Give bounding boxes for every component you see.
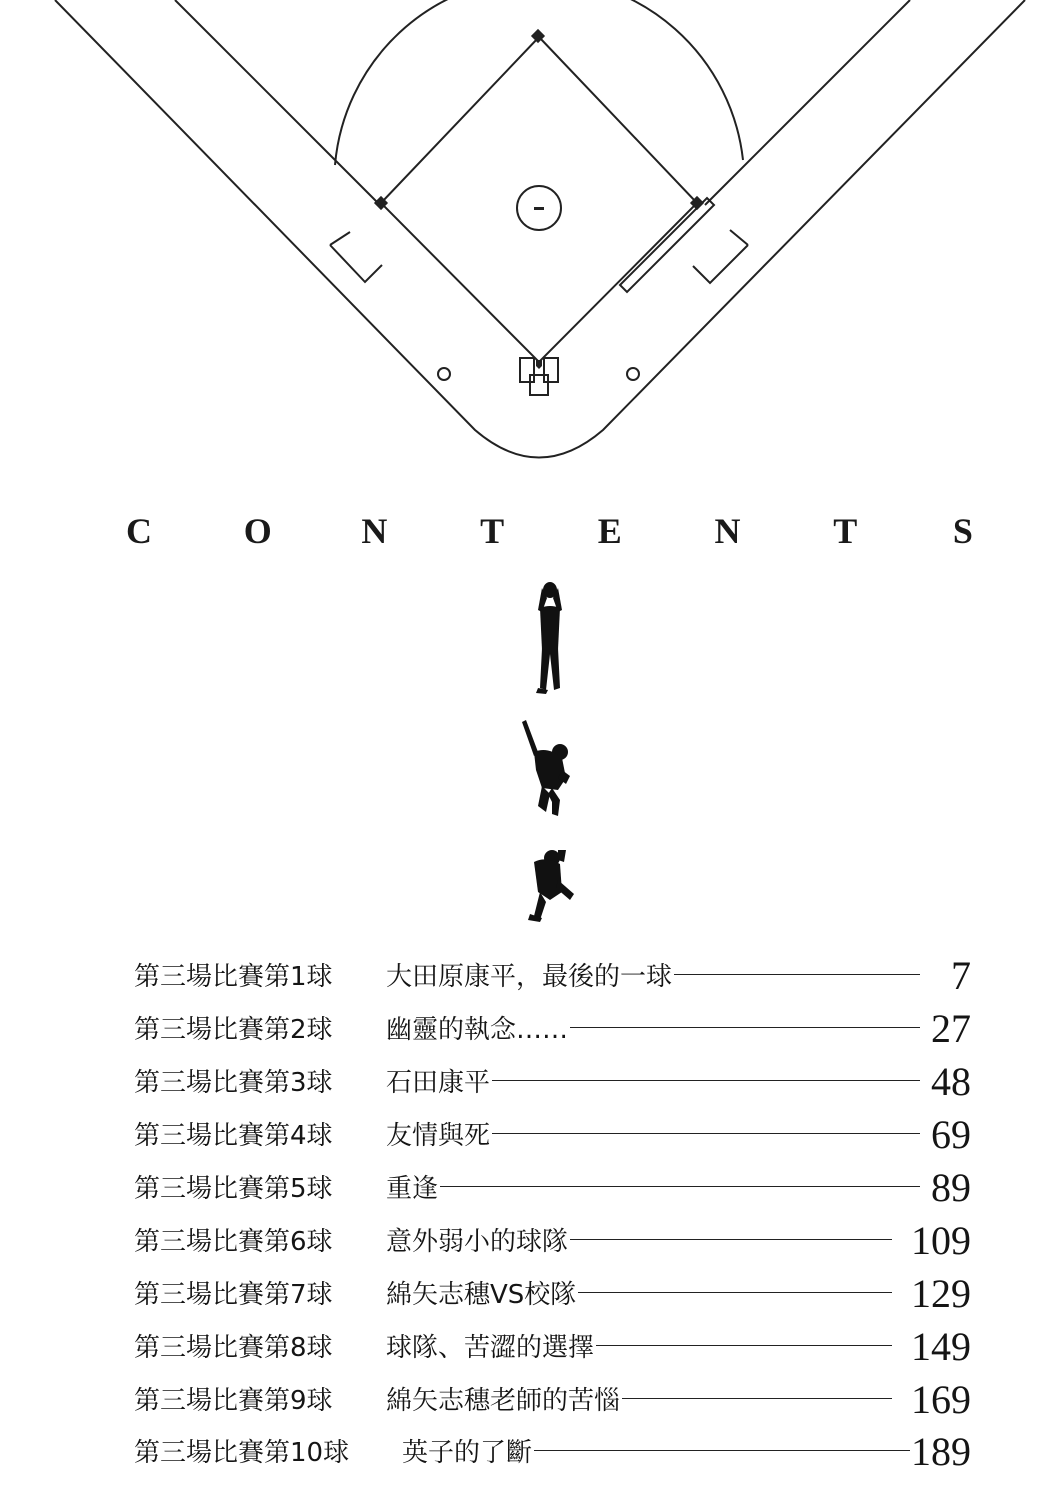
toc-chapter-number: 第三場比賽第7球 bbox=[134, 1280, 333, 1310]
toc-leader-line bbox=[570, 1027, 920, 1028]
heading-letter: N bbox=[361, 511, 388, 551]
toc-chapter-title: 英子的了斷 bbox=[402, 1438, 533, 1468]
toc-page-number: 27 bbox=[931, 1006, 971, 1051]
toc-page-number: 129 bbox=[911, 1271, 971, 1316]
diamond bbox=[381, 37, 697, 362]
toc-entry[interactable] bbox=[0, 1426, 1039, 1478]
toc-chapter-title: 石田康平 bbox=[386, 1068, 491, 1098]
toc-leader-line bbox=[596, 1345, 892, 1346]
batter-box-right bbox=[544, 358, 558, 382]
heading-letter: O bbox=[243, 511, 272, 551]
toc-entry[interactable] bbox=[0, 1003, 1039, 1055]
toc-chapter-title: 意外弱小的球隊 bbox=[386, 1227, 569, 1257]
toc-chapter-title: 大田原康平，最後的一球 bbox=[386, 962, 673, 992]
catching-player-silhouette bbox=[536, 582, 562, 694]
toc-page-number: 69 bbox=[931, 1112, 971, 1157]
toc-leader-line bbox=[492, 1080, 920, 1081]
toc-chapter-title: 重逢 bbox=[386, 1174, 439, 1204]
toc-chapter-title: 友情與死 bbox=[386, 1121, 491, 1151]
heading-letter: N bbox=[714, 511, 741, 551]
toc-leader-line bbox=[674, 974, 920, 975]
on-deck-circle-right bbox=[627, 368, 639, 380]
toc-leader-line bbox=[622, 1398, 892, 1399]
toc-chapter-number: 第三場比賽第2球 bbox=[134, 1015, 333, 1045]
toc-chapter-number: 第三場比賽第8球 bbox=[134, 1333, 333, 1363]
heading-letter: S bbox=[952, 511, 973, 551]
toc-chapter-number: 第三場比賽第10球 bbox=[134, 1438, 350, 1468]
left-foul-line-inner bbox=[175, 0, 380, 205]
toc-entry[interactable] bbox=[0, 1109, 1039, 1161]
toc-page-number: 48 bbox=[931, 1059, 971, 1104]
left-foul-line-outer bbox=[55, 0, 1025, 458]
toc-page-number: 169 bbox=[911, 1377, 971, 1422]
on-deck-circle-left bbox=[438, 368, 450, 380]
toc-chapter-number: 第三場比賽第6球 bbox=[134, 1227, 333, 1257]
toc-chapter-title: 綿矢志穗老師的苦惱 bbox=[386, 1386, 621, 1416]
toc-entry[interactable] bbox=[0, 1162, 1039, 1214]
toc-leader-line bbox=[440, 1186, 920, 1187]
infield-arc bbox=[335, 0, 743, 165]
toc-page-number: 149 bbox=[911, 1324, 971, 1369]
pitcher-rubber bbox=[534, 207, 544, 210]
toc-leader-line bbox=[492, 1133, 920, 1134]
toc-leader-line bbox=[570, 1239, 892, 1240]
baseball-field-diagram bbox=[0, 0, 1039, 470]
toc-entry[interactable] bbox=[0, 1215, 1039, 1267]
player-silhouettes bbox=[500, 580, 600, 930]
toc-page-number: 189 bbox=[911, 1429, 971, 1474]
toc-chapter-number: 第三場比賽第9球 bbox=[134, 1386, 333, 1416]
heading-letter: T bbox=[480, 511, 505, 551]
toc-chapter-title: 幽靈的執念…… bbox=[386, 1015, 569, 1045]
toc-page-number: 109 bbox=[911, 1218, 971, 1263]
toc-leader-line bbox=[534, 1450, 910, 1451]
catcher-box bbox=[530, 375, 548, 395]
home-plate bbox=[536, 360, 542, 369]
heading-letter: E bbox=[597, 511, 622, 551]
toc-leader-line bbox=[578, 1292, 892, 1293]
toc-chapter-number: 第三場比賽第1球 bbox=[134, 962, 333, 992]
toc-chapter-number: 第三場比賽第3球 bbox=[134, 1068, 333, 1098]
coach-box-left bbox=[330, 232, 382, 282]
toc-chapter-number: 第三場比賽第5球 bbox=[134, 1174, 333, 1204]
toc-chapter-number: 第三場比賽第4球 bbox=[134, 1121, 333, 1151]
toc-entry[interactable] bbox=[0, 1056, 1039, 1108]
toc-entry[interactable] bbox=[0, 1374, 1039, 1426]
throwing-player-silhouette bbox=[528, 850, 574, 922]
coach-box-right bbox=[693, 230, 748, 283]
toc-page-number: 89 bbox=[931, 1165, 971, 1210]
pitching-player-silhouette bbox=[522, 720, 570, 816]
contents-heading bbox=[126, 510, 976, 552]
batter-box-left bbox=[520, 358, 534, 382]
heading-letter: C bbox=[126, 511, 152, 551]
toc-entry[interactable] bbox=[0, 1321, 1039, 1373]
toc-entry[interactable] bbox=[0, 1268, 1039, 1320]
right-foul-line-inner bbox=[705, 0, 910, 205]
heading-letter: T bbox=[833, 511, 858, 551]
running-lane bbox=[620, 198, 714, 292]
toc-chapter-title: 球隊、苦澀的選擇 bbox=[386, 1333, 595, 1363]
toc-entry[interactable] bbox=[0, 950, 1039, 1002]
toc-chapter-title: 綿矢志穗VS校隊 bbox=[386, 1280, 577, 1310]
toc-page-number: 7 bbox=[951, 953, 971, 998]
